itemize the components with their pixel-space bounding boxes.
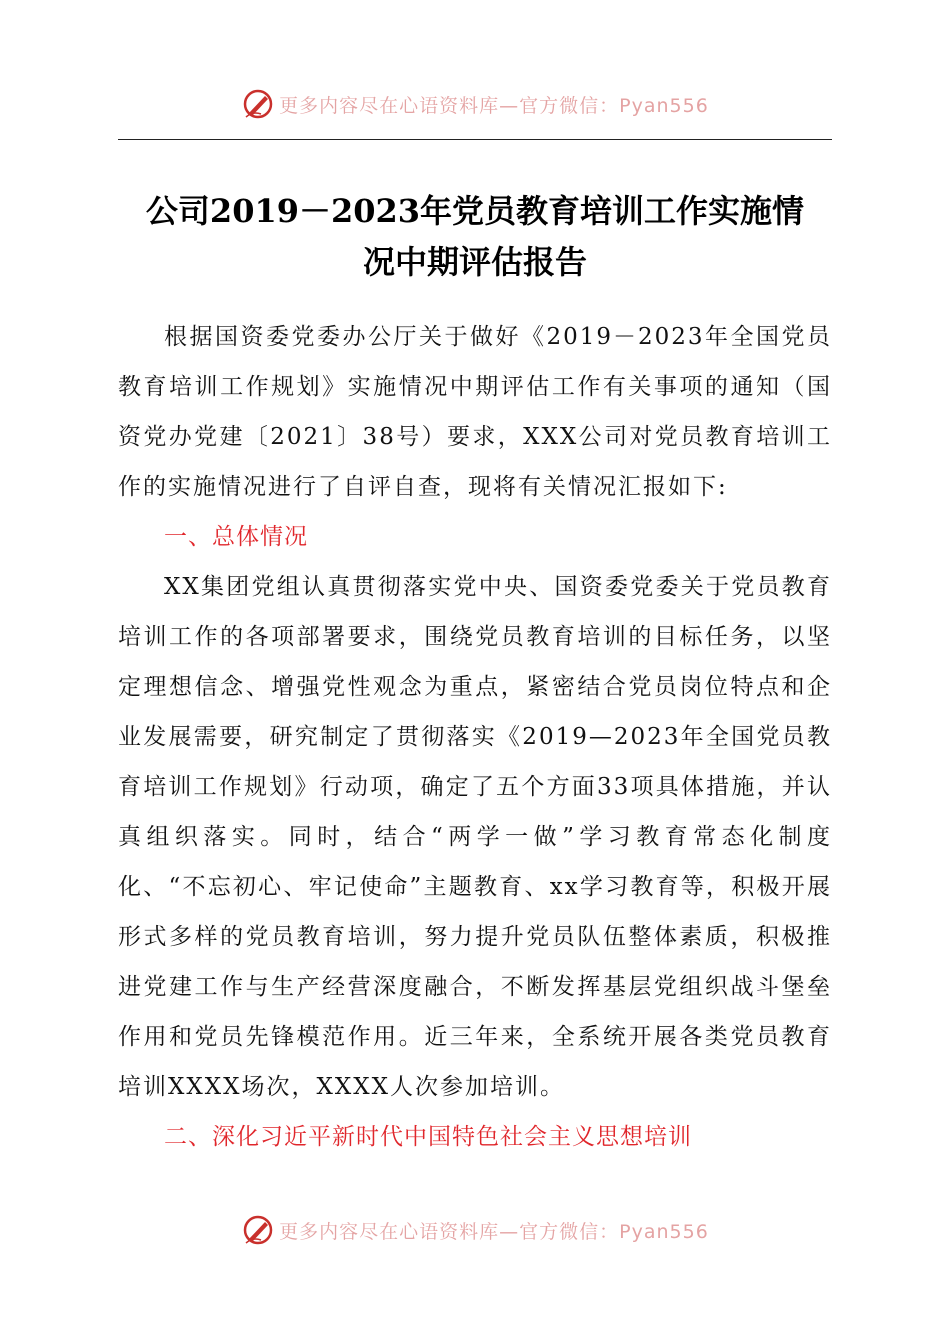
title-line-1: 公司2019－2023年党员教育培训工作实施情 — [145, 192, 805, 230]
pen-logo-icon — [241, 1213, 275, 1247]
document-title — [118, 186, 832, 288]
pen-logo-icon — [241, 87, 275, 121]
section-1-paragraph: XX集团党组认真贯彻落实党中央、国资委党委关于党员教育培训工作的各项部署要求，围绕党员教育培训的目标任务，以坚定理想信念、增强党性观念为重点，紧密结合党员岗位特点和企业发展需要，研究制定了贯彻落实《2019—2023年全国党员教育培训工作规划》行动项，确定了五个方面33项具体措施，并认真组织落实。同时，结合“两学一做”学习教育常态化制度化、“不忘初心、牢记使命”主题教育、xx学习教育等，积极开展形式多样的党员教育培训，努力提升党员队伍整体素质，积极推进党建工作与生产经营深度融合，不断发挥基层党组织战斗堡垒作用和党员先锋模范作用。近三年来，全系统开展各类党员教育培训XXXX场次，XXXX人次参加培训。 — [118, 574, 832, 1100]
footer-banner — [0, 1210, 950, 1250]
document-body — [118, 312, 832, 1162]
footer-banner-text: 更多内容尽在心语资料库—官方微信：Pyan556 — [279, 1220, 709, 1243]
header-banner — [0, 84, 950, 124]
title-line-2: 况中期评估报告 — [362, 243, 587, 281]
header-banner-text: 更多内容尽在心语资料库—官方微信：Pyan556 — [279, 94, 709, 117]
section-2-heading: 二、深化习近平新时代中国特色社会主义思想培训 — [164, 1124, 692, 1150]
header-divider — [118, 139, 832, 140]
section-1-heading: 一、总体情况 — [164, 524, 308, 550]
intro-paragraph: 根据国资委党委办公厅关于做好《2019－2023年全国党员教育培训工作规划》实施情况中期评估工作有关事项的通知（国资党办党建〔2021〕38号）要求，XXX公司对党员教育培训工作的实施情况进行了自评自查，现将有关情况汇报如下: — [118, 324, 832, 500]
